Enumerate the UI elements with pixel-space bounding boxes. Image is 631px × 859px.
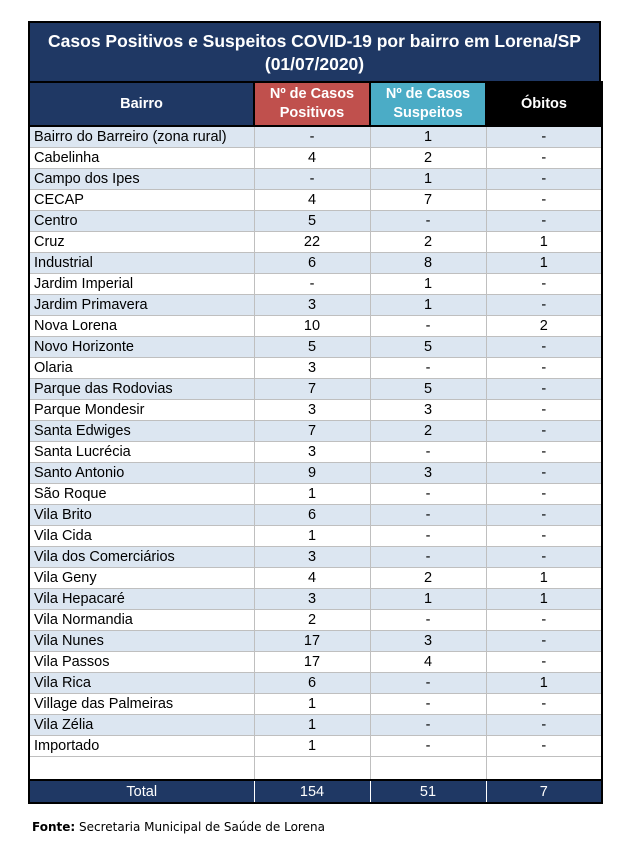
total-obitos: 7 — [486, 780, 602, 803]
cell-positivos: 2 — [254, 610, 370, 631]
cell-suspeitos: 4 — [370, 652, 486, 673]
cell-obitos: - — [486, 526, 602, 547]
covid-table — [28, 81, 603, 804]
cell-positivos: - — [254, 274, 370, 295]
header-positivos: Nº de Casos Positivos — [254, 82, 370, 126]
cell-obitos: - — [486, 505, 602, 526]
cell-bairro: Industrial — [29, 253, 254, 274]
cell-positivos: 3 — [254, 358, 370, 379]
cell-suspeitos: 5 — [370, 379, 486, 400]
cell-positivos: 10 — [254, 316, 370, 337]
cell-suspeitos: 1 — [370, 295, 486, 316]
table-row — [29, 631, 602, 652]
cell-bairro: Bairro do Barreiro (zona rural) — [29, 126, 254, 148]
cell-bairro: Vila Normandia — [29, 610, 254, 631]
table-row — [29, 568, 602, 589]
table-row — [29, 148, 602, 169]
cell-suspeitos: - — [370, 442, 486, 463]
cell-positivos: 22 — [254, 232, 370, 253]
cell-positivos: 9 — [254, 463, 370, 484]
cell-bairro: Cabelinha — [29, 148, 254, 169]
cell-positivos: 1 — [254, 484, 370, 505]
cell-obitos: - — [486, 148, 602, 169]
cell-suspeitos: - — [370, 358, 486, 379]
table-row — [29, 610, 602, 631]
cell-positivos: 1 — [254, 694, 370, 715]
table-row — [29, 400, 602, 421]
cell-obitos: 1 — [486, 589, 602, 610]
cell-obitos: - — [486, 715, 602, 736]
header-obitos: Óbitos — [486, 82, 602, 126]
table-row — [29, 379, 602, 400]
cell-obitos: - — [486, 421, 602, 442]
cell-suspeitos: 8 — [370, 253, 486, 274]
table-row — [29, 337, 602, 358]
cell-bairro: São Roque — [29, 484, 254, 505]
cell-suspeitos: - — [370, 715, 486, 736]
cell-bairro: Cruz — [29, 232, 254, 253]
cell-obitos: - — [486, 736, 602, 757]
cell-obitos: - — [486, 484, 602, 505]
cell-positivos: - — [254, 126, 370, 148]
total-label: Total — [29, 780, 254, 803]
table-row — [29, 421, 602, 442]
cell-positivos: 3 — [254, 589, 370, 610]
cell-bairro: CECAP — [29, 190, 254, 211]
cell-bairro: Vila dos Comerciários — [29, 547, 254, 568]
cell-obitos: - — [486, 610, 602, 631]
cell-positivos: 4 — [254, 568, 370, 589]
cell-obitos: - — [486, 211, 602, 232]
cell-bairro: Parque das Rodovias — [29, 379, 254, 400]
cell-bairro: Jardim Imperial — [29, 274, 254, 295]
cell-bairro: Santo Antonio — [29, 463, 254, 484]
blank-row — [29, 757, 602, 781]
cell-bairro: Campo dos Ipes — [29, 169, 254, 190]
total-suspeitos: 51 — [370, 780, 486, 803]
cell-bairro: Nova Lorena — [29, 316, 254, 337]
table-row — [29, 253, 602, 274]
table-row — [29, 484, 602, 505]
cell-bairro: Parque Mondesir — [29, 400, 254, 421]
cell-positivos: 6 — [254, 505, 370, 526]
cell-obitos: 1 — [486, 568, 602, 589]
cell-positivos: 5 — [254, 337, 370, 358]
table-title: Casos Positivos e Suspeitos COVID-19 por bairro em Lorena/SP (01/07/2020) — [28, 21, 601, 81]
cell-positivos: 4 — [254, 148, 370, 169]
cell-obitos: - — [486, 400, 602, 421]
cell-positivos: 3 — [254, 547, 370, 568]
cell-bairro: Santa Lucrécia — [29, 442, 254, 463]
cell-obitos: - — [486, 169, 602, 190]
cell-obitos: - — [486, 652, 602, 673]
cell-suspeitos: - — [370, 505, 486, 526]
cell-obitos: - — [486, 295, 602, 316]
header-row — [29, 82, 602, 126]
cell-obitos: - — [486, 694, 602, 715]
header-bairro: Bairro — [29, 82, 254, 126]
cell-suspeitos: 7 — [370, 190, 486, 211]
cell-positivos: 7 — [254, 379, 370, 400]
cell-positivos: 3 — [254, 400, 370, 421]
cell-bairro: Olaria — [29, 358, 254, 379]
blank-cell — [29, 757, 254, 781]
cell-obitos: 1 — [486, 673, 602, 694]
cell-suspeitos: 3 — [370, 400, 486, 421]
cell-positivos: 7 — [254, 421, 370, 442]
table-row — [29, 316, 602, 337]
cell-suspeitos: - — [370, 673, 486, 694]
cell-positivos: 17 — [254, 631, 370, 652]
table-row — [29, 211, 602, 232]
cell-obitos: - — [486, 190, 602, 211]
table-row — [29, 126, 602, 148]
covid-table-container — [28, 21, 601, 804]
cell-suspeitos: 1 — [370, 126, 486, 148]
cell-obitos: 1 — [486, 253, 602, 274]
cell-obitos: - — [486, 358, 602, 379]
cell-positivos: 1 — [254, 736, 370, 757]
source-text: Secretaria Municipal de Saúde de Lorena — [79, 820, 325, 834]
cell-bairro: Vila Rica — [29, 673, 254, 694]
total-row — [29, 780, 602, 803]
cell-obitos: - — [486, 442, 602, 463]
cell-suspeitos: 5 — [370, 337, 486, 358]
table-row — [29, 694, 602, 715]
source-note — [32, 820, 325, 834]
cell-bairro: Centro — [29, 211, 254, 232]
cell-suspeitos: - — [370, 736, 486, 757]
cell-obitos: 1 — [486, 232, 602, 253]
table-row — [29, 547, 602, 568]
table-row — [29, 652, 602, 673]
cell-bairro: Vila Cida — [29, 526, 254, 547]
table-row — [29, 673, 602, 694]
table-row — [29, 358, 602, 379]
cell-suspeitos: 1 — [370, 274, 486, 295]
cell-bairro: Vila Geny — [29, 568, 254, 589]
cell-bairro: Novo Horizonte — [29, 337, 254, 358]
source-label: Fonte: — [32, 820, 76, 834]
cell-suspeitos: - — [370, 211, 486, 232]
cell-suspeitos: 1 — [370, 169, 486, 190]
cell-positivos: 1 — [254, 715, 370, 736]
cell-positivos: 3 — [254, 442, 370, 463]
cell-bairro: Importado — [29, 736, 254, 757]
cell-positivos: 1 — [254, 526, 370, 547]
blank-cell — [486, 757, 602, 781]
cell-suspeitos: - — [370, 526, 486, 547]
table-row — [29, 190, 602, 211]
table-row — [29, 274, 602, 295]
table-row — [29, 589, 602, 610]
cell-bairro: Jardim Primavera — [29, 295, 254, 316]
cell-suspeitos: 2 — [370, 421, 486, 442]
cell-positivos: 3 — [254, 295, 370, 316]
cell-suspeitos: - — [370, 694, 486, 715]
cell-obitos: - — [486, 337, 602, 358]
cell-suspeitos: 2 — [370, 148, 486, 169]
blank-cell — [370, 757, 486, 781]
header-suspeitos: Nº de Casos Suspeitos — [370, 82, 486, 126]
cell-obitos: - — [486, 274, 602, 295]
cell-suspeitos: 1 — [370, 589, 486, 610]
cell-obitos: - — [486, 463, 602, 484]
cell-suspeitos: 3 — [370, 631, 486, 652]
table-body — [29, 126, 602, 757]
cell-bairro: Village das Palmeiras — [29, 694, 254, 715]
cell-bairro: Vila Brito — [29, 505, 254, 526]
table-row — [29, 232, 602, 253]
cell-obitos: - — [486, 126, 602, 148]
table-row — [29, 736, 602, 757]
cell-bairro: Santa Edwiges — [29, 421, 254, 442]
cell-bairro: Vila Zélia — [29, 715, 254, 736]
cell-suspeitos: 2 — [370, 568, 486, 589]
blank-cell — [254, 757, 370, 781]
cell-positivos: 17 — [254, 652, 370, 673]
table-row — [29, 463, 602, 484]
table-row — [29, 169, 602, 190]
cell-bairro: Vila Hepacaré — [29, 589, 254, 610]
cell-positivos: 6 — [254, 673, 370, 694]
table-row — [29, 442, 602, 463]
cell-obitos: - — [486, 547, 602, 568]
cell-suspeitos: - — [370, 484, 486, 505]
cell-bairro: Vila Passos — [29, 652, 254, 673]
cell-bairro: Vila Nunes — [29, 631, 254, 652]
cell-obitos: - — [486, 379, 602, 400]
cell-positivos: 6 — [254, 253, 370, 274]
cell-suspeitos: 3 — [370, 463, 486, 484]
cell-positivos: 4 — [254, 190, 370, 211]
table-row — [29, 295, 602, 316]
cell-obitos: - — [486, 631, 602, 652]
total-positivos: 154 — [254, 780, 370, 803]
cell-positivos: - — [254, 169, 370, 190]
cell-positivos: 5 — [254, 211, 370, 232]
table-row — [29, 715, 602, 736]
cell-suspeitos: - — [370, 610, 486, 631]
cell-suspeitos: - — [370, 547, 486, 568]
table-row — [29, 526, 602, 547]
cell-suspeitos: - — [370, 316, 486, 337]
cell-suspeitos: 2 — [370, 232, 486, 253]
table-row — [29, 505, 602, 526]
cell-obitos: 2 — [486, 316, 602, 337]
